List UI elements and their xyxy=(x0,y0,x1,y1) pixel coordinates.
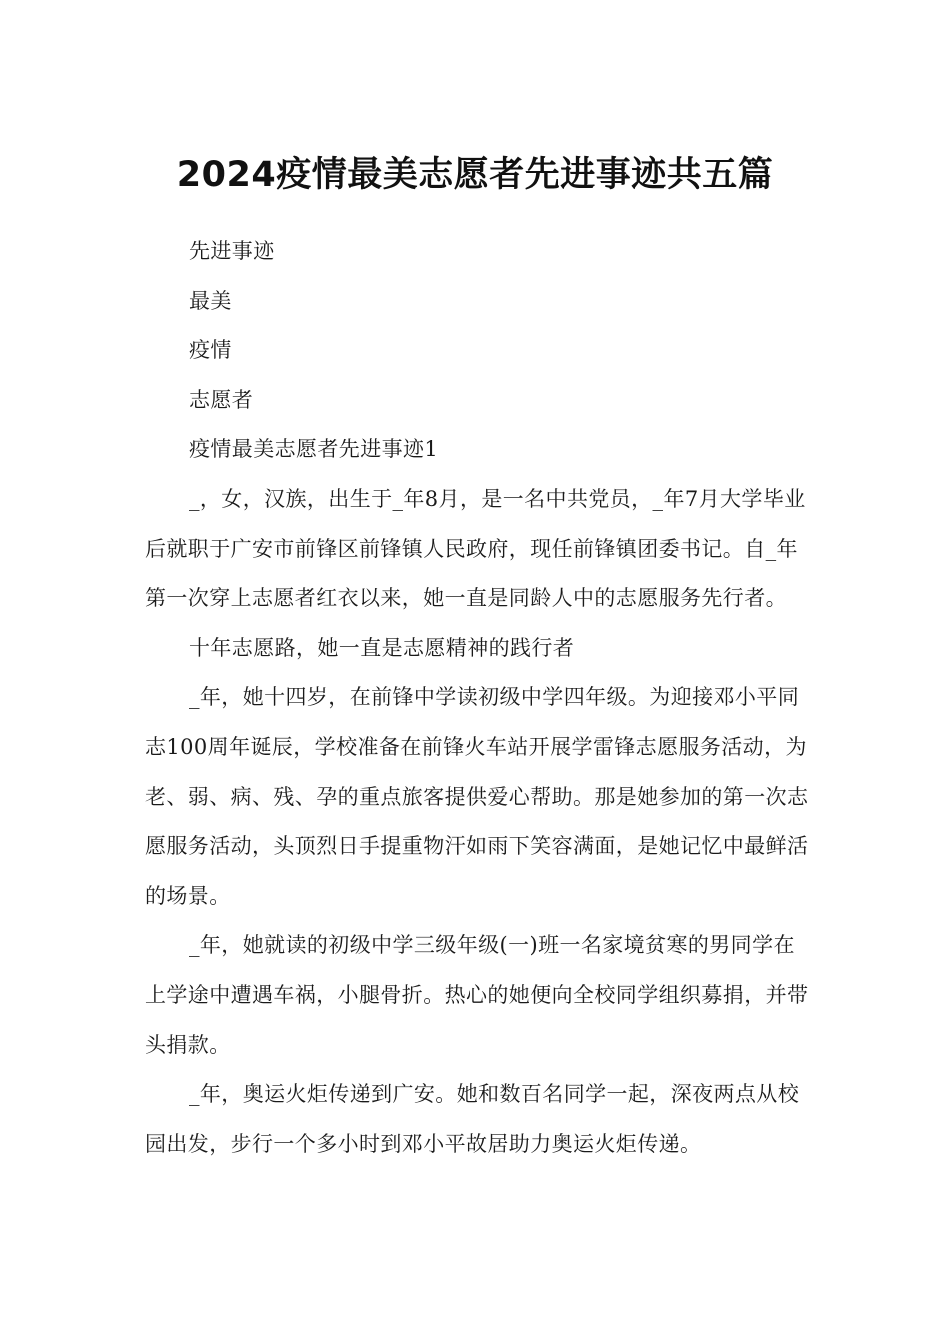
paragraph-torch-relay: _年，奥运火炬传递到广安。她和数百名同学一起，深夜两点从校园出发，步行一个多小时到邓小平故居助力奥运火炬传递。 xyxy=(145,1082,800,1156)
document-body xyxy=(145,227,810,1169)
document-title: 2024疫情最美志愿者先进事迹共五篇 xyxy=(176,155,774,196)
keyword-4: 志愿者 xyxy=(189,387,254,412)
paragraph-donation: _年，她就读的初级中学三级年级(一)班一名家境贫寒的男同学在上学途中遭遇车祸，小腿骨折。热心的她便向全校同学组织募捐，并带头捐款。 xyxy=(145,933,809,1057)
paragraph-first-service: _年，她十四岁，在前锋中学读初级中学四年级。为迎接邓小平同志100周年诞辰，学校准备在前锋火车站开展学雷锋志愿服务活动，为老、弱、病、残、孕的重点旅客提供爱心帮助。那是她参加的第一次志愿服务活动，头顶烈日手提重物汗如雨下笑容满面，是她记忆中最鲜活的场景。 xyxy=(145,685,809,908)
keyword-1: 先进事迹 xyxy=(189,239,275,263)
keyword-3: 疫情 xyxy=(189,338,232,363)
keyword-2: 最美 xyxy=(189,288,232,313)
paragraph-subheading: 十年志愿路，她一直是志愿精神的践行者 xyxy=(189,635,575,660)
section-heading: 疫情最美志愿者先进事迹1 xyxy=(189,437,439,462)
paragraph-intro: _，女，汉族，出生于_年8月，是一名中共党员，_年7月大学毕业后就职于广安市前锋区前锋镇人民政府，现任前锋镇团委书记。自_年第一次穿上志愿者红衣以来，她一直是同龄人中的志愿服务先行者。 xyxy=(145,486,806,611)
